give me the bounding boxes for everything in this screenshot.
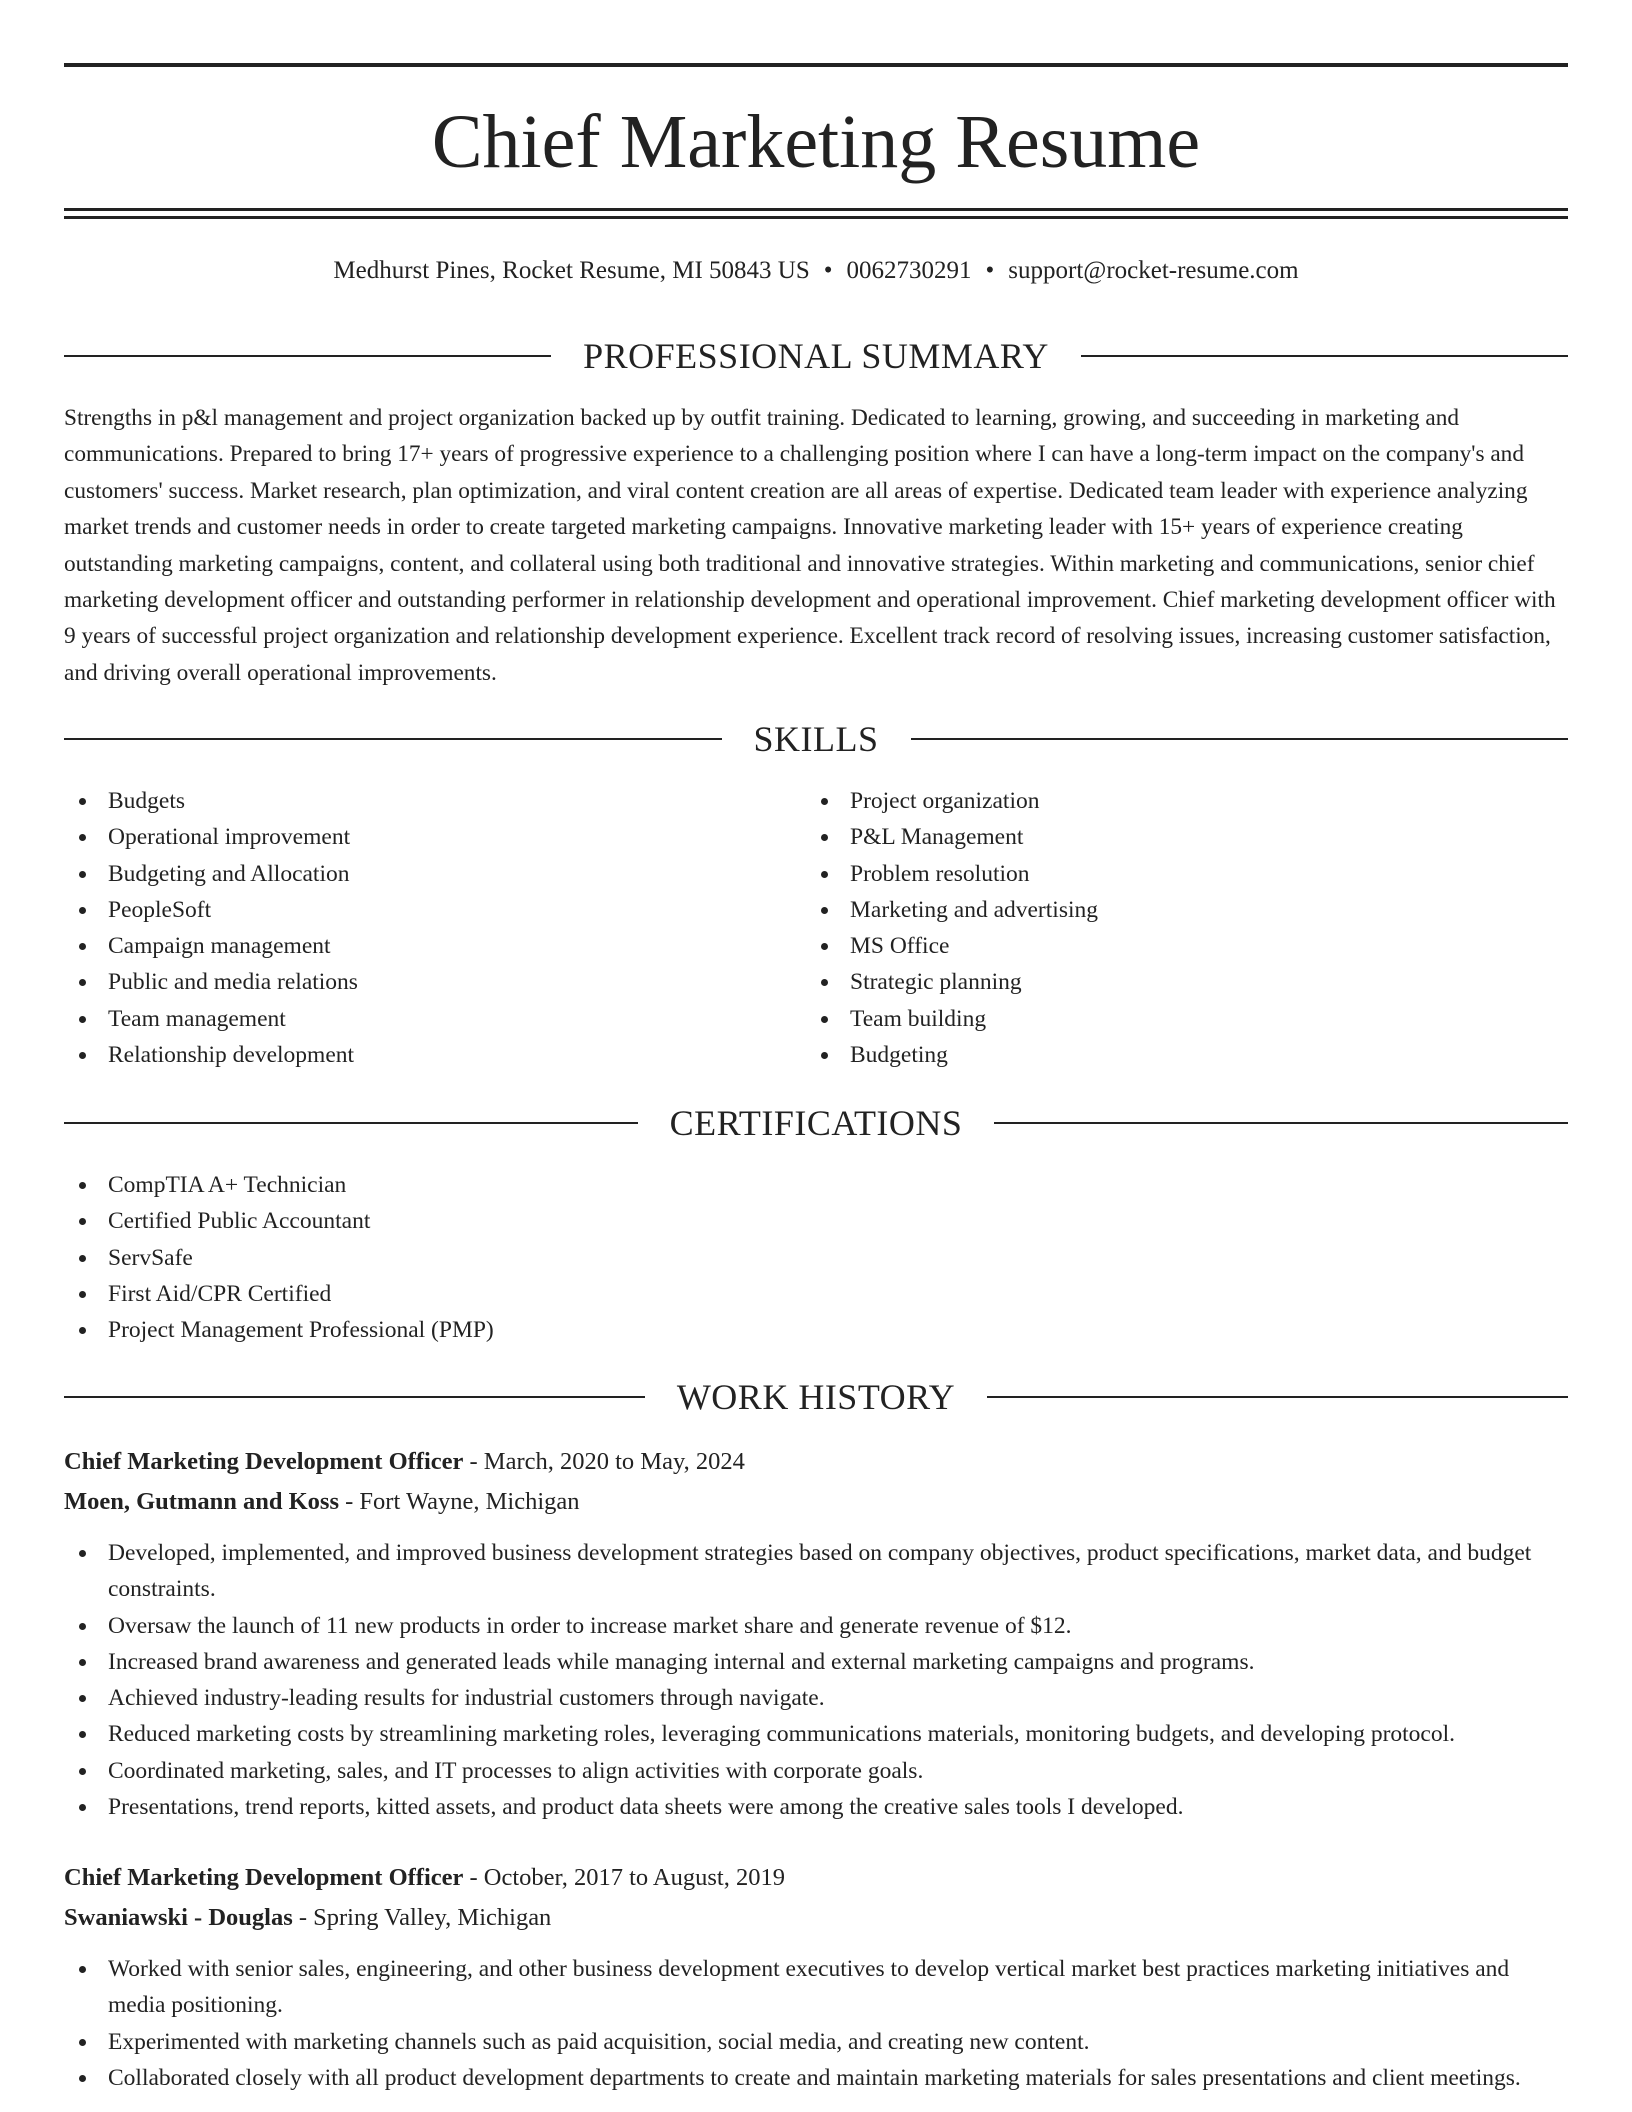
job-bullet-list	[64, 1535, 1568, 1825]
certification-item: ServSafe	[64, 1240, 1568, 1276]
skill-item: Problem resolution	[806, 856, 1506, 892]
skill-item: PeopleSoft	[64, 892, 764, 928]
skill-item: Public and media relations	[64, 964, 764, 1000]
skill-item: Team management	[64, 1001, 764, 1037]
skill-item: Team building	[806, 1001, 1506, 1037]
skills-heading: SKILLS	[753, 719, 879, 759]
job-bullet: Increased brand awareness and generated leads while managing internal and external marketing campaigns and programs.	[64, 1644, 1568, 1680]
job-bullet: Presentations, trend reports, kitted assets, and product data sheets were among the creative sales tools I developed.	[64, 1789, 1568, 1825]
contact-email[interactable]: support@rocket-resume.com	[1008, 257, 1299, 284]
job-bullet: Collaborated closely with all product development departments to create and maintain marketing materials for sales presentations and client meetings.	[64, 2060, 1568, 2096]
summary-heading: PROFESSIONAL SUMMARY	[583, 336, 1049, 376]
job-bullet: Developed, implemented, and improved business development strategies based on company objectives, product specifications, market data, and budget constraints.	[64, 1535, 1568, 1608]
certification-item: First Aid/CPR Certified	[64, 1276, 1568, 1312]
skills-list-left	[64, 783, 764, 1073]
skill-item: Operational improvement	[64, 819, 764, 855]
job-company-line	[64, 1483, 1568, 1521]
job-bullet: Reduced marketing costs by streamlining marketing roles, leveraging communications materials, monitoring budgets, and developing protocol.	[64, 1716, 1568, 1752]
skills-list-right	[806, 783, 1506, 1073]
skill-item: P&L Management	[806, 819, 1506, 855]
divider-line	[64, 738, 722, 740]
certification-item: Certified Public Accountant	[64, 1203, 1568, 1239]
job-bullet: Experimented with marketing channels such as paid acquisition, social media, and creating new content.	[64, 2024, 1568, 2060]
skill-item: Marketing and advertising	[806, 892, 1506, 928]
skill-item: Relationship development	[64, 1037, 764, 1073]
job-bullet: Oversaw the launch of 11 new products in order to increase market share and generate revenue of $12.	[64, 1608, 1568, 1644]
work-history-heading: WORK HISTORY	[676, 1377, 956, 1417]
title-rule-upper	[64, 208, 1568, 211]
title-rule-lower	[64, 216, 1568, 219]
certifications-heading: CERTIFICATIONS	[669, 1103, 963, 1143]
job-company-line	[64, 1899, 1568, 1937]
divider-line	[64, 1122, 638, 1124]
job-bullet: Coordinated marketing, sales, and IT processes to align activities with corporate goals.	[64, 1753, 1568, 1789]
divider-line	[994, 1122, 1568, 1124]
job-bullet: Worked with senior sales, engineering, and other business development executives to develop vertical market best practices marketing initiatives and media positioning.	[64, 1951, 1568, 2024]
job-bullet-list	[64, 1951, 1568, 2096]
skill-item: Budgeting and Allocation	[64, 856, 764, 892]
job-title-line	[64, 1443, 1568, 1481]
skills-section-header	[64, 717, 1568, 761]
contact-phone: 0062730291	[846, 257, 972, 284]
job-location: - Spring Valley, Michigan	[292, 1904, 552, 1931]
divider-line	[64, 1396, 645, 1398]
certification-item: CompTIA A+ Technician	[64, 1167, 1568, 1203]
job-dates: - March, 2020 to May, 2024	[463, 1448, 745, 1475]
job-title-line	[64, 1859, 1568, 1897]
divider-line	[987, 1396, 1568, 1398]
skill-item: Budgeting	[806, 1037, 1506, 1073]
job-location: - Fort Wayne, Michigan	[339, 1488, 580, 1515]
skill-item: Project organization	[806, 783, 1506, 819]
job-bullet: Achieved industry-leading results for industrial customers through navigate.	[64, 1680, 1568, 1716]
contact-separator: •	[823, 257, 833, 284]
work-history-section-header	[64, 1375, 1568, 1419]
top-rule	[64, 63, 1568, 67]
divider-line	[911, 738, 1569, 740]
certifications-list	[64, 1167, 1568, 1348]
summary-text: Strengths in p&l management and project organization backed up by outfit training. Dedicated to learning, growing, and succeeding in marketing and communications. Prepared to bring 17+ years of progressive experience to a challenging position where I can have a long-term impact on the company's and customers' success. Market research, plan optimization, and viral content creation are all areas of expertise. Dedicated team leader with experience analyzing market trends and customer needs in order to create targeted marketing campaigns. Innovative marketing leader with 15+ years of experience creating outstanding marketing campaigns, content, and collateral using both traditional and innovative strategies. Within marketing and communications, senior chief marketing development officer and outstanding performer in relationship development and operational improvement. Chief marketing development officer with 9 years of successful project organization and relationship development experience. Excellent track record of resolving issues, increasing customer satisfaction, and driving overall operational improvements.	[64, 405, 1556, 686]
job-title: Chief Marketing Development Officer	[64, 1864, 464, 1891]
job-title: Chief Marketing Development Officer	[64, 1448, 464, 1475]
skill-item: Budgets	[64, 783, 764, 819]
divider-line	[64, 355, 551, 357]
skill-item: Campaign management	[64, 928, 764, 964]
skill-item: Strategic planning	[806, 964, 1506, 1000]
contact-line	[64, 254, 1568, 288]
job-company: Moen, Gutmann and Koss	[64, 1488, 340, 1515]
contact-address: Medhurst Pines, Rocket Resume, MI 50843 US	[333, 257, 810, 284]
divider-line	[1081, 355, 1568, 357]
contact-separator: •	[985, 257, 995, 284]
certifications-section-header	[64, 1101, 1568, 1145]
certification-item: Project Management Professional (PMP)	[64, 1312, 1568, 1348]
job-company: Swaniawski - Douglas	[64, 1904, 293, 1931]
job-dates: - October, 2017 to August, 2019	[463, 1864, 785, 1891]
resume-title: Chief Marketing Resume	[431, 100, 1201, 184]
skill-item: MS Office	[806, 928, 1506, 964]
summary-section-header	[64, 334, 1568, 378]
